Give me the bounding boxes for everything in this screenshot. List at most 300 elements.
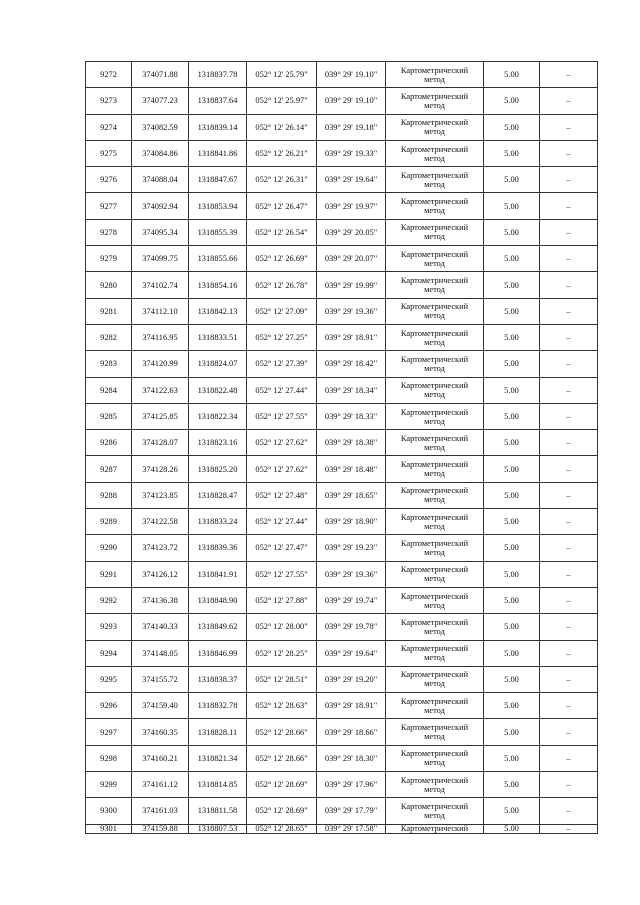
- method-cell: [386, 403, 484, 429]
- table-row: [86, 535, 598, 561]
- x-coordinate-cell: 374161.12: [132, 772, 189, 798]
- method-line-2: метод: [424, 258, 445, 268]
- method-cell: [386, 219, 484, 245]
- note-cell: –: [540, 377, 598, 403]
- note-cell: –: [540, 824, 598, 833]
- accuracy-cell: 5.00: [484, 430, 540, 456]
- latitude-cell: 052° 12' 28.63": [247, 693, 317, 719]
- y-coordinate-cell: 1318837.64: [189, 88, 247, 114]
- method-line-2: метод: [424, 653, 445, 663]
- latitude-cell: 052° 12' 26.14": [247, 114, 317, 140]
- y-coordinate-cell: 1318853.94: [189, 193, 247, 219]
- method-cell: [386, 324, 484, 350]
- method-cell: [386, 193, 484, 219]
- table-row: [86, 693, 598, 719]
- method-cell: [386, 719, 484, 745]
- method-cell: [386, 666, 484, 692]
- table-row: [86, 324, 598, 350]
- x-coordinate-cell: 374112.10: [132, 298, 189, 324]
- method-line-1: Картометрический: [400, 617, 469, 627]
- accuracy-cell: 5.00: [484, 246, 540, 272]
- longitude-cell: 039° 29' 17.58": [317, 824, 386, 833]
- method-line-1: Картометрический: [400, 538, 469, 548]
- method-line-2: метод: [424, 626, 445, 636]
- y-coordinate-cell: 1318847.67: [189, 167, 247, 193]
- method-line-2: метод: [424, 705, 445, 715]
- accuracy-cell: 5.00: [484, 693, 540, 719]
- latitude-cell: 052° 12' 27.48": [247, 482, 317, 508]
- accuracy-cell: 5.00: [484, 509, 540, 535]
- method-line-1: Картометрический: [400, 170, 469, 180]
- point-number-cell: 9280: [86, 272, 132, 298]
- method-cell: [386, 430, 484, 456]
- x-coordinate-cell: 374136.38: [132, 587, 189, 613]
- accuracy-cell: 5.00: [484, 62, 540, 88]
- method-cell: [386, 535, 484, 561]
- point-number-cell: 9284: [86, 377, 132, 403]
- point-number-cell: 9273: [86, 88, 132, 114]
- accuracy-cell: 5.00: [484, 719, 540, 745]
- longitude-cell: 039° 29' 19.23": [317, 535, 386, 561]
- point-number-cell: 9283: [86, 351, 132, 377]
- latitude-cell: 052° 12' 28.51": [247, 666, 317, 692]
- x-coordinate-cell: 374092.94: [132, 193, 189, 219]
- note-cell: –: [540, 219, 598, 245]
- latitude-cell: 052° 12' 26.47": [247, 193, 317, 219]
- method-line-1: Картометрический: [400, 433, 469, 443]
- accuracy-cell: 5.00: [484, 324, 540, 350]
- longitude-cell: 039° 29' 18.91": [317, 693, 386, 719]
- document-page: [85, 61, 598, 834]
- method-cell: [386, 456, 484, 482]
- point-number-cell: 9297: [86, 719, 132, 745]
- longitude-cell: 039° 29' 19.36": [317, 561, 386, 587]
- x-coordinate-cell: 374116.95: [132, 324, 189, 350]
- method-line-2: метод: [424, 311, 445, 321]
- accuracy-cell: 5.00: [484, 561, 540, 587]
- x-coordinate-cell: 374160.35: [132, 719, 189, 745]
- method-cell: [386, 272, 484, 298]
- x-coordinate-cell: 374084.86: [132, 140, 189, 166]
- accuracy-cell: 5.00: [484, 456, 540, 482]
- y-coordinate-cell: 1318839.36: [189, 535, 247, 561]
- longitude-cell: 039° 29' 20.07": [317, 246, 386, 272]
- latitude-cell: 052° 12' 27.62": [247, 430, 317, 456]
- note-cell: –: [540, 272, 598, 298]
- table-row: [86, 587, 598, 613]
- table-row: [86, 114, 598, 140]
- latitude-cell: 052° 12' 27.55": [247, 403, 317, 429]
- latitude-cell: 052° 12' 28.69": [247, 798, 317, 824]
- y-coordinate-cell: 1318837.78: [189, 62, 247, 88]
- accuracy-cell: 5.00: [484, 403, 540, 429]
- note-cell: –: [540, 456, 598, 482]
- longitude-cell: 039° 29' 19.33": [317, 140, 386, 166]
- table-row: [86, 482, 598, 508]
- note-cell: –: [540, 482, 598, 508]
- method-line-1: Картометрический: [400, 249, 469, 259]
- y-coordinate-cell: 1318833.51: [189, 324, 247, 350]
- table-row: [86, 824, 598, 833]
- note-cell: –: [540, 430, 598, 456]
- method-line-2: метод: [424, 232, 445, 242]
- note-cell: –: [540, 798, 598, 824]
- method-line-2: метод: [424, 574, 445, 584]
- note-cell: –: [540, 745, 598, 771]
- longitude-cell: 039° 29' 19.64": [317, 167, 386, 193]
- longitude-cell: 039° 29' 18.30": [317, 745, 386, 771]
- table-row: [86, 246, 598, 272]
- point-number-cell: 9272: [86, 62, 132, 88]
- y-coordinate-cell: 1318833.24: [189, 509, 247, 535]
- method-line-1: Картометрический: [400, 276, 469, 286]
- x-coordinate-cell: 374126.12: [132, 561, 189, 587]
- method-cell: [386, 482, 484, 508]
- note-cell: –: [540, 772, 598, 798]
- y-coordinate-cell: 1318832.78: [189, 693, 247, 719]
- note-cell: –: [540, 587, 598, 613]
- point-number-cell: 9285: [86, 403, 132, 429]
- latitude-cell: 052° 12' 27.55": [247, 561, 317, 587]
- latitude-cell: 052° 12' 27.44": [247, 377, 317, 403]
- note-cell: –: [540, 640, 598, 666]
- point-number-cell: 9290: [86, 535, 132, 561]
- accuracy-cell: 5.00: [484, 614, 540, 640]
- x-coordinate-cell: 374122.58: [132, 509, 189, 535]
- longitude-cell: 039° 29' 17.96": [317, 772, 386, 798]
- latitude-cell: 052° 12' 25.79": [247, 62, 317, 88]
- method-line-1: Картометрический: [400, 723, 469, 733]
- method-line-1: Картометрический: [400, 460, 469, 470]
- accuracy-cell: 5.00: [484, 640, 540, 666]
- y-coordinate-cell: 1318828.11: [189, 719, 247, 745]
- latitude-cell: 052° 12' 27.88": [247, 587, 317, 613]
- method-line-1: Картометрический: [400, 407, 469, 417]
- table-row: [86, 745, 598, 771]
- method-line-2: метод: [424, 469, 445, 479]
- longitude-cell: 039° 29' 18.38": [317, 430, 386, 456]
- method-line-2: метод: [424, 206, 445, 216]
- x-coordinate-cell: 374159.88: [132, 824, 189, 833]
- point-number-cell: 9277: [86, 193, 132, 219]
- table-row: [86, 403, 598, 429]
- x-coordinate-cell: 374160.21: [132, 745, 189, 771]
- latitude-cell: 052° 12' 27.39": [247, 351, 317, 377]
- x-coordinate-cell: 374123.72: [132, 535, 189, 561]
- method-line-1: Картометрический: [400, 565, 469, 575]
- latitude-cell: 052° 12' 26.54": [247, 219, 317, 245]
- x-coordinate-cell: 374122.63: [132, 377, 189, 403]
- accuracy-cell: 5.00: [484, 298, 540, 324]
- x-coordinate-cell: 374071.88: [132, 62, 189, 88]
- method-line-1: Картометрический: [400, 696, 469, 706]
- point-number-cell: 9278: [86, 219, 132, 245]
- method-line-1: Картометрический: [400, 65, 469, 75]
- method-cell: [386, 114, 484, 140]
- method-line-1: Картометрический: [400, 591, 469, 601]
- table-row: [86, 140, 598, 166]
- longitude-cell: 039° 29' 18.42": [317, 351, 386, 377]
- accuracy-cell: 5.00: [484, 377, 540, 403]
- longitude-cell: 039° 29' 19.64": [317, 640, 386, 666]
- y-coordinate-cell: 1318824.07: [189, 351, 247, 377]
- y-coordinate-cell: 1318825.20: [189, 456, 247, 482]
- table-row: [86, 772, 598, 798]
- method-line-2: метод: [424, 758, 445, 768]
- method-cell: [386, 62, 484, 88]
- method-line-1: Картометрический: [400, 512, 469, 522]
- x-coordinate-cell: 374095.34: [132, 219, 189, 245]
- longitude-cell: 039° 29' 19.18": [317, 114, 386, 140]
- method-cell: [386, 640, 484, 666]
- accuracy-cell: 5.00: [484, 798, 540, 824]
- table-row: [86, 351, 598, 377]
- accuracy-cell: 5.00: [484, 535, 540, 561]
- table-row: [86, 640, 598, 666]
- x-coordinate-cell: 374140.33: [132, 614, 189, 640]
- longitude-cell: 039° 29' 19.10": [317, 62, 386, 88]
- x-coordinate-cell: 374088.04: [132, 167, 189, 193]
- x-coordinate-cell: 374148.05: [132, 640, 189, 666]
- method-line-1: Картометрический: [400, 775, 469, 785]
- table-row: [86, 614, 598, 640]
- method-cell: [386, 772, 484, 798]
- accuracy-cell: 5.00: [484, 666, 540, 692]
- table-row: [86, 272, 598, 298]
- method-cell: [386, 298, 484, 324]
- accuracy-cell: 5.00: [484, 167, 540, 193]
- method-line-2: метод: [424, 442, 445, 452]
- latitude-cell: 052° 12' 27.47": [247, 535, 317, 561]
- latitude-cell: 052° 12' 28.65": [247, 824, 317, 833]
- table-row: [86, 219, 598, 245]
- point-number-cell: 9300: [86, 798, 132, 824]
- y-coordinate-cell: 1318838.37: [189, 666, 247, 692]
- table-row: [86, 509, 598, 535]
- point-number-cell: 9282: [86, 324, 132, 350]
- note-cell: –: [540, 88, 598, 114]
- note-cell: –: [540, 693, 598, 719]
- method-line-1: Картометрический: [400, 118, 469, 128]
- note-cell: –: [540, 403, 598, 429]
- accuracy-cell: 5.00: [484, 219, 540, 245]
- accuracy-cell: 5.00: [484, 824, 540, 833]
- method-line-2: метод: [424, 679, 445, 689]
- method-cell: [386, 693, 484, 719]
- point-number-cell: 9276: [86, 167, 132, 193]
- method-cell: [386, 798, 484, 824]
- table-row: [86, 377, 598, 403]
- longitude-cell: 039° 29' 18.48": [317, 456, 386, 482]
- y-coordinate-cell: 1318855.66: [189, 246, 247, 272]
- method-line-2: метод: [424, 74, 445, 84]
- note-cell: –: [540, 561, 598, 587]
- method-line-1: Картометрический: [400, 223, 469, 233]
- latitude-cell: 052° 12' 28.66": [247, 719, 317, 745]
- point-number-cell: 9286: [86, 430, 132, 456]
- accuracy-cell: 5.00: [484, 745, 540, 771]
- y-coordinate-cell: 1318854.16: [189, 272, 247, 298]
- method-line-2: метод: [424, 732, 445, 742]
- y-coordinate-cell: 1318807.53: [189, 824, 247, 833]
- y-coordinate-cell: 1318855.39: [189, 219, 247, 245]
- accuracy-cell: 5.00: [484, 482, 540, 508]
- latitude-cell: 052° 12' 27.44": [247, 509, 317, 535]
- method-line-2: метод: [424, 416, 445, 426]
- note-cell: –: [540, 140, 598, 166]
- method-line-2: метод: [424, 179, 445, 189]
- method-line-2: метод: [424, 810, 445, 820]
- longitude-cell: 039° 29' 18.33": [317, 403, 386, 429]
- method-line-1: Картометрический: [400, 381, 469, 391]
- note-cell: –: [540, 324, 598, 350]
- longitude-cell: 039° 29' 18.91": [317, 324, 386, 350]
- method-line-1: Картометрический: [400, 749, 469, 759]
- longitude-cell: 039° 29' 19.36": [317, 298, 386, 324]
- latitude-cell: 052° 12' 26.69": [247, 246, 317, 272]
- method-line-1: Картометрический: [400, 328, 469, 338]
- y-coordinate-cell: 1318814.85: [189, 772, 247, 798]
- y-coordinate-cell: 1318849.62: [189, 614, 247, 640]
- x-coordinate-cell: 374082.59: [132, 114, 189, 140]
- longitude-cell: 039° 29' 17.79": [317, 798, 386, 824]
- y-coordinate-cell: 1318842.13: [189, 298, 247, 324]
- x-coordinate-cell: 374099.75: [132, 246, 189, 272]
- x-coordinate-cell: 374161.03: [132, 798, 189, 824]
- accuracy-cell: 5.00: [484, 88, 540, 114]
- method-cell: [386, 377, 484, 403]
- note-cell: –: [540, 535, 598, 561]
- latitude-cell: 052° 12' 27.25": [247, 324, 317, 350]
- method-line-2: метод: [424, 784, 445, 794]
- accuracy-cell: 5.00: [484, 587, 540, 613]
- latitude-cell: 052° 12' 26.31": [247, 167, 317, 193]
- method-cell: [386, 587, 484, 613]
- method-line-2: метод: [424, 363, 445, 373]
- point-number-cell: 9296: [86, 693, 132, 719]
- y-coordinate-cell: 1318811.58: [189, 798, 247, 824]
- method-line-2: метод: [424, 547, 445, 557]
- longitude-cell: 039° 29' 19.97": [317, 193, 386, 219]
- table-row: [86, 666, 598, 692]
- y-coordinate-cell: 1318828.47: [189, 482, 247, 508]
- longitude-cell: 039° 29' 18.90": [317, 509, 386, 535]
- table-row: [86, 430, 598, 456]
- point-number-cell: 9281: [86, 298, 132, 324]
- method-cell: [386, 745, 484, 771]
- note-cell: –: [540, 719, 598, 745]
- accuracy-cell: 5.00: [484, 272, 540, 298]
- method-cell: [386, 614, 484, 640]
- longitude-cell: 039° 29' 19.10": [317, 88, 386, 114]
- longitude-cell: 039° 29' 18.65": [317, 482, 386, 508]
- point-number-cell: 9289: [86, 509, 132, 535]
- method-line-1: Картометрический: [400, 486, 469, 496]
- note-cell: –: [540, 351, 598, 377]
- table-row: [86, 719, 598, 745]
- x-coordinate-cell: 374123.85: [132, 482, 189, 508]
- method-cell: [386, 88, 484, 114]
- method-cell: [386, 167, 484, 193]
- point-number-cell: 9301: [86, 824, 132, 833]
- method-line-1: Картометрический: [400, 824, 469, 833]
- method-line-2: метод: [424, 495, 445, 505]
- x-coordinate-cell: 374128.26: [132, 456, 189, 482]
- point-number-cell: 9274: [86, 114, 132, 140]
- y-coordinate-cell: 1318846.99: [189, 640, 247, 666]
- method-line-1: Картометрический: [400, 91, 469, 101]
- latitude-cell: 052° 12' 25.97": [247, 88, 317, 114]
- method-line-1: Картометрический: [400, 644, 469, 654]
- latitude-cell: 052° 12' 28.25": [247, 640, 317, 666]
- latitude-cell: 052° 12' 28.66": [247, 745, 317, 771]
- longitude-cell: 039° 29' 18.66": [317, 719, 386, 745]
- table-body: [86, 62, 598, 834]
- table-row: [86, 167, 598, 193]
- y-coordinate-cell: 1318823.16: [189, 430, 247, 456]
- x-coordinate-cell: 374077.23: [132, 88, 189, 114]
- latitude-cell: 052° 12' 28.69": [247, 772, 317, 798]
- table-row: [86, 456, 598, 482]
- point-number-cell: 9294: [86, 640, 132, 666]
- point-number-cell: 9287: [86, 456, 132, 482]
- method-line-1: Картометрический: [400, 144, 469, 154]
- method-line-2: метод: [424, 390, 445, 400]
- method-line-1: Картометрический: [400, 302, 469, 312]
- table-row: [86, 561, 598, 587]
- point-number-cell: 9293: [86, 614, 132, 640]
- x-coordinate-cell: 374125.85: [132, 403, 189, 429]
- method-cell: [386, 509, 484, 535]
- method-cell: [386, 824, 484, 833]
- x-coordinate-cell: 374102.74: [132, 272, 189, 298]
- accuracy-cell: 5.00: [484, 193, 540, 219]
- method-cell: [386, 140, 484, 166]
- x-coordinate-cell: 374128.07: [132, 430, 189, 456]
- point-number-cell: 9292: [86, 587, 132, 613]
- method-line-2: метод: [424, 285, 445, 295]
- method-line-1: Картометрический: [400, 354, 469, 364]
- point-number-cell: 9275: [86, 140, 132, 166]
- point-number-cell: 9279: [86, 246, 132, 272]
- latitude-cell: 052° 12' 26.78": [247, 272, 317, 298]
- longitude-cell: 039° 29' 20.05": [317, 219, 386, 245]
- x-coordinate-cell: 374120.99: [132, 351, 189, 377]
- note-cell: –: [540, 614, 598, 640]
- longitude-cell: 039° 29' 19.99": [317, 272, 386, 298]
- longitude-cell: 039° 29' 18.34": [317, 377, 386, 403]
- method-cell: [386, 561, 484, 587]
- method-line-2: метод: [424, 337, 445, 347]
- y-coordinate-cell: 1318821.34: [189, 745, 247, 771]
- y-coordinate-cell: 1318848.90: [189, 587, 247, 613]
- table-row: [86, 298, 598, 324]
- method-line-1: Картометрический: [400, 197, 469, 207]
- note-cell: –: [540, 193, 598, 219]
- x-coordinate-cell: 374155.72: [132, 666, 189, 692]
- method-line-2: метод: [424, 600, 445, 610]
- point-number-cell: 9299: [86, 772, 132, 798]
- method-cell: [386, 351, 484, 377]
- point-number-cell: 9298: [86, 745, 132, 771]
- method-line-2: метод: [424, 521, 445, 531]
- coordinates-table: [85, 61, 598, 834]
- note-cell: –: [540, 114, 598, 140]
- method-line-1: Картометрический: [400, 670, 469, 680]
- accuracy-cell: 5.00: [484, 772, 540, 798]
- note-cell: –: [540, 666, 598, 692]
- table-row: [86, 62, 598, 88]
